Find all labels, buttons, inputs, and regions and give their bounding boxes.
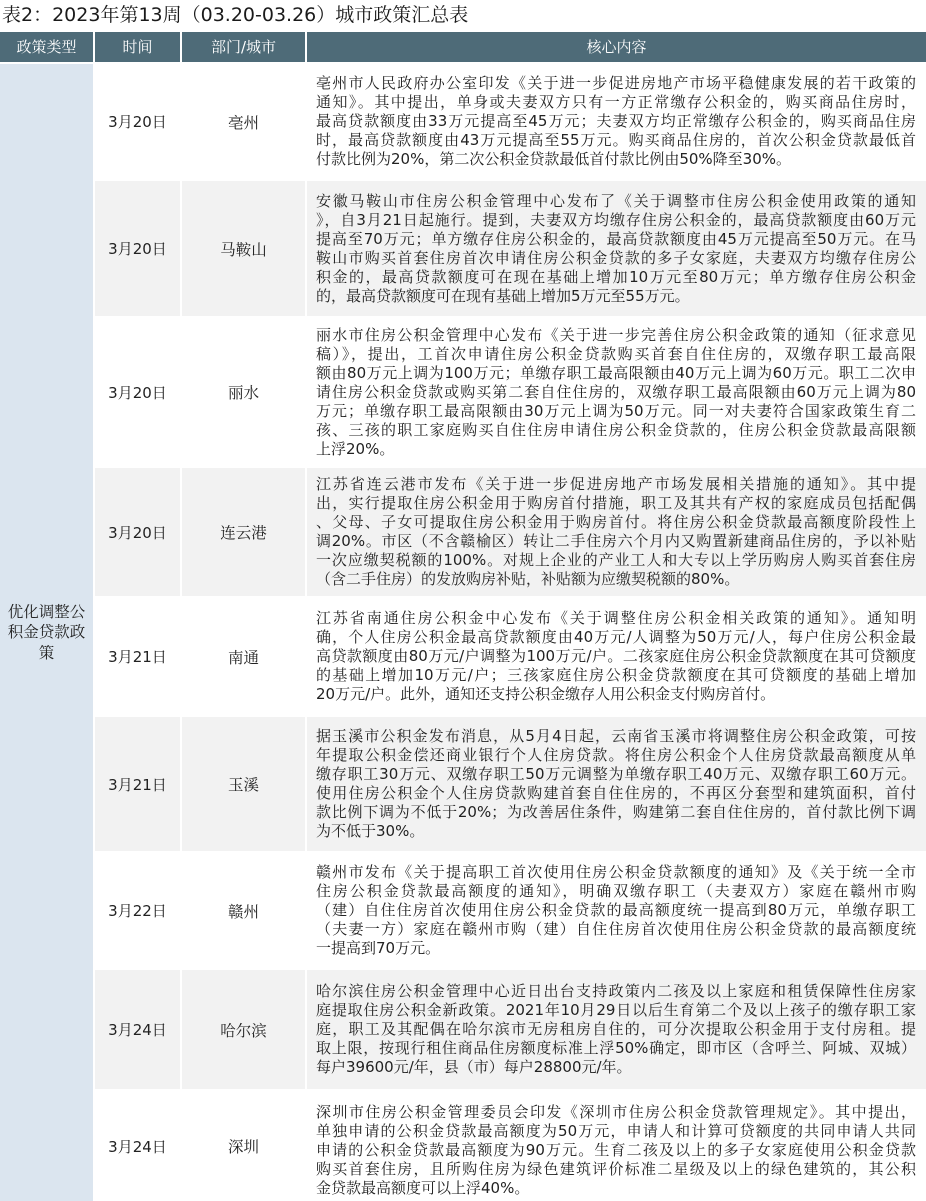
city-text: 玉溪 <box>227 776 259 794</box>
table-row <box>95 64 926 179</box>
content-line: 取上限，按现行租住商品住房额度标准上浮50%确定，即市区（含呼兰、阿城、双城） <box>316 1039 916 1057</box>
table-row <box>95 181 926 316</box>
date-cell <box>95 853 180 968</box>
content-line: 万元；单缴存职工最高限额由30万元上调为50万元。同一对夫妻符合国家政策生育二 <box>316 401 916 420</box>
content-line: （建）自住住房首次使用住房公积金贷款的最高额度统一提高到80万元，单缴存职工 <box>316 901 916 919</box>
city-cell <box>182 468 305 596</box>
header-cell-date: 时间 <box>95 32 180 62</box>
content-cell <box>307 468 926 596</box>
content-cell <box>307 717 926 851</box>
content-text <box>316 326 916 459</box>
policy-type-cell <box>0 64 93 1201</box>
date-cell <box>95 598 180 715</box>
content-line: 的，最高贷款额度可在现有基础上增加5万元至55万元。 <box>316 286 690 305</box>
content-text <box>316 1095 916 1198</box>
date-text: 3月20日 <box>108 113 167 131</box>
content-line: 调20%。市区（不含赣榆区）转让二手住房六个月内又购置新建商品住房的，予以补贴 <box>316 532 916 550</box>
table-row <box>95 853 926 968</box>
date-text: 3月24日 <box>108 1021 167 1039</box>
content-line: （夫妻一方）家庭在赣州市购（建）自住住房首次使用住房公积金贷款的最高额度统 <box>316 920 916 938</box>
content-line: 提高至70万元；单方缴存住房公积金的，最高贷款额度由45万元提高至50万元。在马 <box>316 229 916 248</box>
content-line: 安徽马鞍山市住房公积金管理中心发布了《关于调整市住房公积金使用政策的通知 <box>316 191 916 210</box>
content-cell <box>307 970 926 1089</box>
content-line: 一次应缴契税额的100%。对规上企业的产业工人和大专以上学历购房人购买首套住房 <box>316 551 916 569</box>
content-line: 赣州市发布《关于提高职工首次使用住房公积金贷款额度的通知》及《关于统一全市 <box>316 863 916 881</box>
table-row <box>95 970 926 1089</box>
content-line: 上浮20%。 <box>316 439 395 458</box>
content-text <box>316 982 916 1077</box>
city-text: 深圳 <box>227 1138 259 1156</box>
content-line: 请住房公积金贷款或购买第二套自住住房的，双缴存职工最高限额由60万元上调为80 <box>316 382 916 401</box>
content-line: 一提高到70万元。 <box>316 939 441 957</box>
policy-type-label: 优化调整公积金贷款政策 <box>7 602 86 662</box>
content-line: 年提取公积金偿还商业银行个人住房贷款。将住房公积金个人住房贷款最高额度从单 <box>316 746 916 764</box>
city-cell <box>182 598 305 715</box>
content-line: 每户39600元/年，县（市）每户28800元/年。 <box>316 1058 632 1076</box>
content-line: 庭提取住房公积金新政策。2021年10月29日以后生育第二个及以上孩子的缴存职工家 <box>316 1001 916 1019</box>
content-cell <box>307 598 926 715</box>
date-text: 3月21日 <box>108 775 167 794</box>
content-line: （含二手住房）的发放购房补贴，补贴额为应缴契税额的80%。 <box>316 570 740 588</box>
table-row <box>95 717 926 851</box>
city-text: 连云港 <box>220 524 267 542</box>
content-text <box>316 192 916 306</box>
page-title: 表2：2023年第13周（03.20-03.26）城市政策汇总表 <box>2 4 469 26</box>
content-line: 深圳市住房公积金管理委员会印发《深圳市住房公积金贷款管理规定》。其中提出， <box>316 1102 916 1121</box>
city-cell <box>182 64 305 179</box>
content-cell <box>307 1091 926 1201</box>
city-cell <box>182 970 305 1089</box>
table-row <box>95 318 926 466</box>
content-line: 缴存职工30万元、双缴存职工50万元调整为单缴存职工40万元、双缴存职工60万元。 <box>316 765 916 783</box>
date-text: 3月24日 <box>108 1137 167 1156</box>
table-row <box>95 468 926 596</box>
content-line: 最高贷款额度由33万元提高至45万元；夫妻双方均正常缴存公积金的，购买商品住房 <box>316 112 916 130</box>
date-text: 3月20日 <box>108 523 167 542</box>
content-cell <box>307 853 926 968</box>
content-line: 、父母、子女可提取住房公积金用于购房首付。将住房公积金贷款最高额度阶段性上 <box>316 513 916 531</box>
city-text: 赣州 <box>227 902 259 921</box>
content-cell <box>307 64 926 179</box>
content-line: 住房公积金贷款最高额度的通知》，明确双缴存职工（夫妻双方）家庭在赣州市购 <box>316 882 916 900</box>
content-line: 出，实行提取住房公积金用于购房首付措施，职工及其共有产权的家庭成员包括配偶 <box>316 494 916 512</box>
date-cell <box>95 1091 180 1201</box>
date-cell <box>95 64 180 179</box>
date-cell <box>95 970 180 1089</box>
content-line: 孩、三孩的职工家庭购买自住住房申请住房公积金贷款的，住房公积金贷款最高限额 <box>316 420 916 439</box>
content-line: 金贷款最高额度可以上浮40%。 <box>316 1178 530 1197</box>
content-line: 额由80万元上调为100万元；单缴存职工最高限额由40万元上调为60万元。职工二次申 <box>316 363 916 382</box>
content-line: 款比例下调为不低于20%；为改善居住条件，购建第二套自住住房的，首付款比例下调 <box>316 803 916 821</box>
content-line: 稿）》，提出，工首次申请住房公积金贷款购买首套自住住房的，双缴存职工最高限 <box>316 344 916 363</box>
table-row <box>95 598 926 715</box>
content-line: 高贷款额度由80万元/户调整为100万元/户。二孩家庭住房公积金贷款额度在其可贷额度 <box>316 647 916 665</box>
content-line: 为不低于30%。 <box>316 822 425 840</box>
content-line: 确，个人住房公积金最高贷款额度由40万元/人调整为50万元/人，每户住房公积金最 <box>316 628 916 646</box>
content-line: 积金的，最高贷款额度可在现在基础上增加10万元至80万元；单方缴存住房公积金 <box>316 267 916 286</box>
date-text: 3月20日 <box>108 240 167 258</box>
date-text: 3月20日 <box>108 383 167 402</box>
content-text <box>316 863 916 958</box>
content-cell <box>307 318 926 466</box>
content-line: 通知》。其中提出，单身或夫妻双方只有一方正常缴存公积金的，购买商品住房时， <box>316 93 916 111</box>
content-line: 江苏省连云港市发布《关于进一步促进房地产市场发展相关措施的通知》。其中提 <box>316 475 916 493</box>
city-cell <box>182 853 305 968</box>
content-text <box>316 727 916 841</box>
city-cell <box>182 318 305 466</box>
date-text: 3月22日 <box>108 902 167 920</box>
content-line: 使用住房公积金个人住房贷款购建首套自住住房的，不再区分套型和建筑面积，首付 <box>316 784 916 802</box>
content-text <box>316 74 916 169</box>
content-line: 亳州市人民政府办公室印发《关于进一步促进房地产市场平稳健康发展的若干政策的 <box>316 74 916 92</box>
content-line: 庭，职工及其配偶在哈尔滨市无房租房自住的，可分次提取公积金用于支付房租。提 <box>316 1020 916 1038</box>
content-line: 20万元/户。此外，通知还支持公积金缴存人用公积金支付购房首付。 <box>316 685 776 703</box>
content-line: 江苏省南通住房公积金中心发布《关于调整住房公积金相关政策的通知》。通知明 <box>316 609 916 627</box>
table-row <box>95 1091 926 1201</box>
city-text: 亳州 <box>227 113 259 132</box>
date-cell <box>95 468 180 596</box>
content-line: 丽水市住房公积金管理中心发布《关于进一步完善住房公积金政策的通知（征求意见 <box>316 325 916 344</box>
header-cell-core-content: 核心内容 <box>307 32 926 62</box>
header-cell-department-city: 部门/城市 <box>182 32 305 62</box>
content-line: 单独申请的公积金贷款最高额度为50万元，申请人和计算可贷额度的共同申请人共同 <box>316 1121 916 1140</box>
header-cell-policy-type: 政策类型 <box>0 32 93 62</box>
content-text <box>316 475 916 589</box>
content-line: 据玉溪市公积金发布消息，从5月4日起，云南省玉溪市将调整住房公积金政策，可按 <box>316 727 916 745</box>
content-cell <box>307 181 926 316</box>
city-text: 哈尔滨 <box>220 1021 267 1040</box>
content-line: 购买首套住房，且所购住房为绿色建筑评价标准二星级及以上的绿色建筑的，其公积 <box>316 1159 916 1178</box>
content-line: 付款比例为20%，第二次公积金贷款最低首付款比例由50%降至30%。 <box>316 150 792 168</box>
date-text: 3月21日 <box>108 648 167 666</box>
city-text: 南通 <box>227 648 259 667</box>
date-cell <box>95 318 180 466</box>
city-cell <box>182 181 305 316</box>
date-cell <box>95 181 180 316</box>
content-line: 哈尔滨住房公积金管理中心近日出台支持政策内二孩及以上家庭和租赁保障性住房家 <box>316 982 916 1000</box>
date-cell <box>95 717 180 851</box>
content-line: 的基础上增加10万元/户；三孩家庭住房公积金贷款额度在其可贷额度的基础上增加 <box>316 666 916 684</box>
city-text: 丽水 <box>227 384 259 402</box>
city-cell <box>182 1091 305 1201</box>
city-cell <box>182 717 305 851</box>
city-text: 马鞍山 <box>220 240 267 259</box>
content-line: 申请的公积金贷款最高额度为90万元。生育二孩及以上的多子女家庭使用公积金贷款 <box>316 1140 916 1159</box>
content-line: 》，自3月21日起施行。提到，夫妻双方均缴存住房公积金的，最高贷款额度由60万元 <box>316 210 916 229</box>
content-text <box>316 609 916 704</box>
content-line: 鞍山市购买首套住房首次申请住房公积金贷款的多子女家庭，夫妻双方均缴存住房公 <box>316 248 916 267</box>
content-line: 时，最高贷款额度由43万元提高至55万元。购买商品住房的，首次公积金贷款最低首 <box>316 131 916 149</box>
